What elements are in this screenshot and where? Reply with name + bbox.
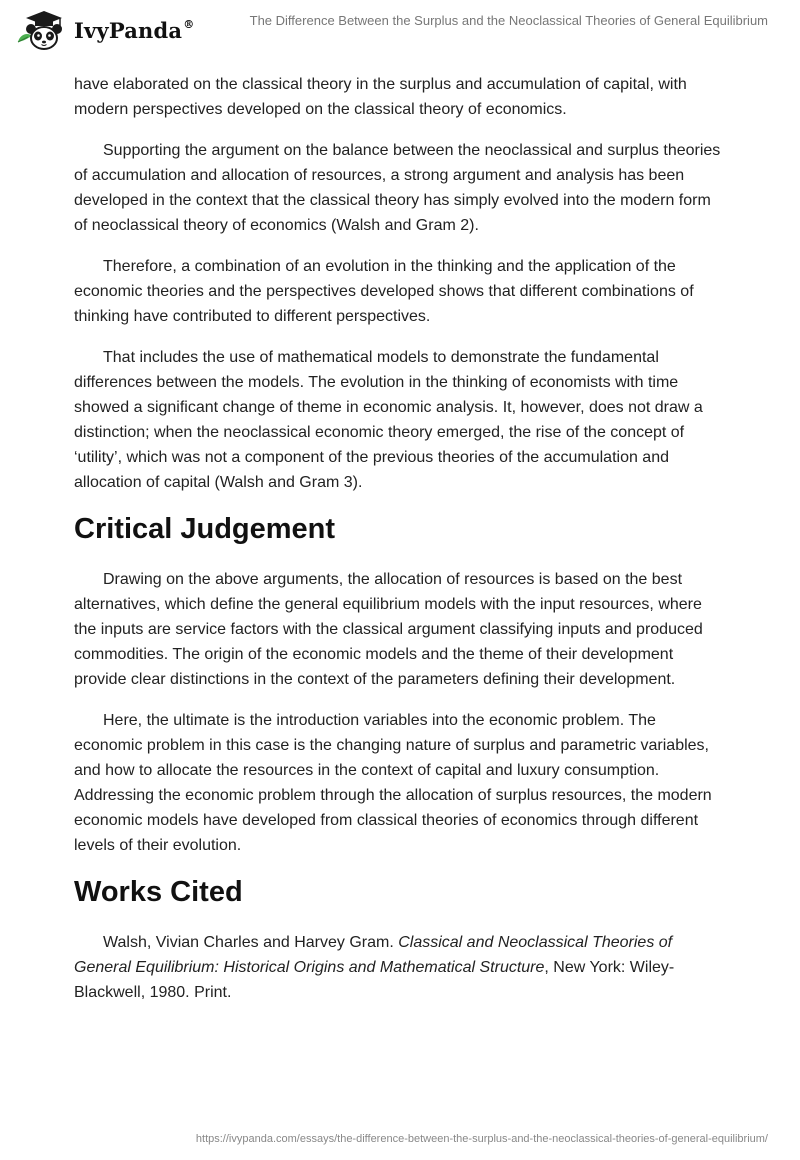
paragraph-3: Therefore, a combination of an evolution in the thinking and the application of the economic theories and the perspectives developed shows that different combinations of thinking have contributed to different perspectives.	[74, 258, 694, 325]
paragraph-2: Supporting the argument on the balance between the neoclassical and surplus theories of accumulation and allocation of resources, a strong argument and analysis has been developed in the context that the classical theory has simply evolved into the modern form of neoclassical theory of economics (Walsh and Gram 2).	[74, 142, 721, 234]
essay-body	[74, 72, 726, 1021]
citation-authors: Walsh, Vivian Charles and Harvey Gram.	[103, 934, 399, 951]
paragraph-4: That includes the use of mathematical models to demonstrate the fundamental differences between the models. The evolution in the thinking of economists with time showed a significant change of theme in economic analysis. It, however, does not draw a distinction; when the neoclassical economic theory emerged, the rise of the concept of ‘utility’, which was not a component of the previous theories of the accumulation and allocation of capital (Walsh and Gram 3).	[74, 349, 703, 491]
paragraph-5: Drawing on the above arguments, the allocation of resources is based on the best alternatives, which define the general equilibrium models with the input resources, where the inputs are service factors with the classical argument classifying inputs and produced commodities. The origin of the economic models and the theme of their development provide clear distinctions in the context of the parameters defining their development.	[74, 571, 703, 688]
panda-graduate-icon	[14, 8, 70, 52]
paragraph-1: have elaborated on the classical theory in the surplus and accumulation of capital, with modern perspectives developed on the classical theory of economics.	[74, 76, 687, 118]
page-header	[0, 0, 800, 64]
heading-critical-judgement: Critical Judgement	[74, 513, 336, 545]
citation-entry	[74, 930, 726, 1005]
citation-title: Classical and Neoclassical Theories of General Equilibrium: Historical Origins and Mathematical Structure	[74, 934, 673, 976]
brand-label: IvyPanda	[74, 17, 183, 43]
ivypanda-logo[interactable]	[14, 8, 194, 52]
trademark-symbol: ®	[183, 17, 195, 31]
citation-publication: , New York: Wiley-Blackwell, 1980. Print.	[74, 959, 675, 1001]
brand-name	[74, 18, 194, 43]
source-url[interactable]: https://ivypanda.com/essays/the-difference-between-the-surplus-and-the-neoclassical-theories-of-general-equilibrium/	[195, 1133, 768, 1145]
paragraph-6: Here, the ultimate is the introduction variables into the economic problem. The economic problem in this case is the changing nature of surplus and parametric variables, and how to allocate the resources in the context of capital and luxury consumption. Addressing the economic problem through the allocation of surplus resources, the modern economic models have developed from classical theories of economics through different levels of their evolution.	[74, 712, 712, 854]
heading-works-cited: Works Cited	[74, 876, 243, 908]
document-title: The Difference Between the Surplus and the Neoclassical Theories of General Equilibrium	[249, 13, 768, 28]
